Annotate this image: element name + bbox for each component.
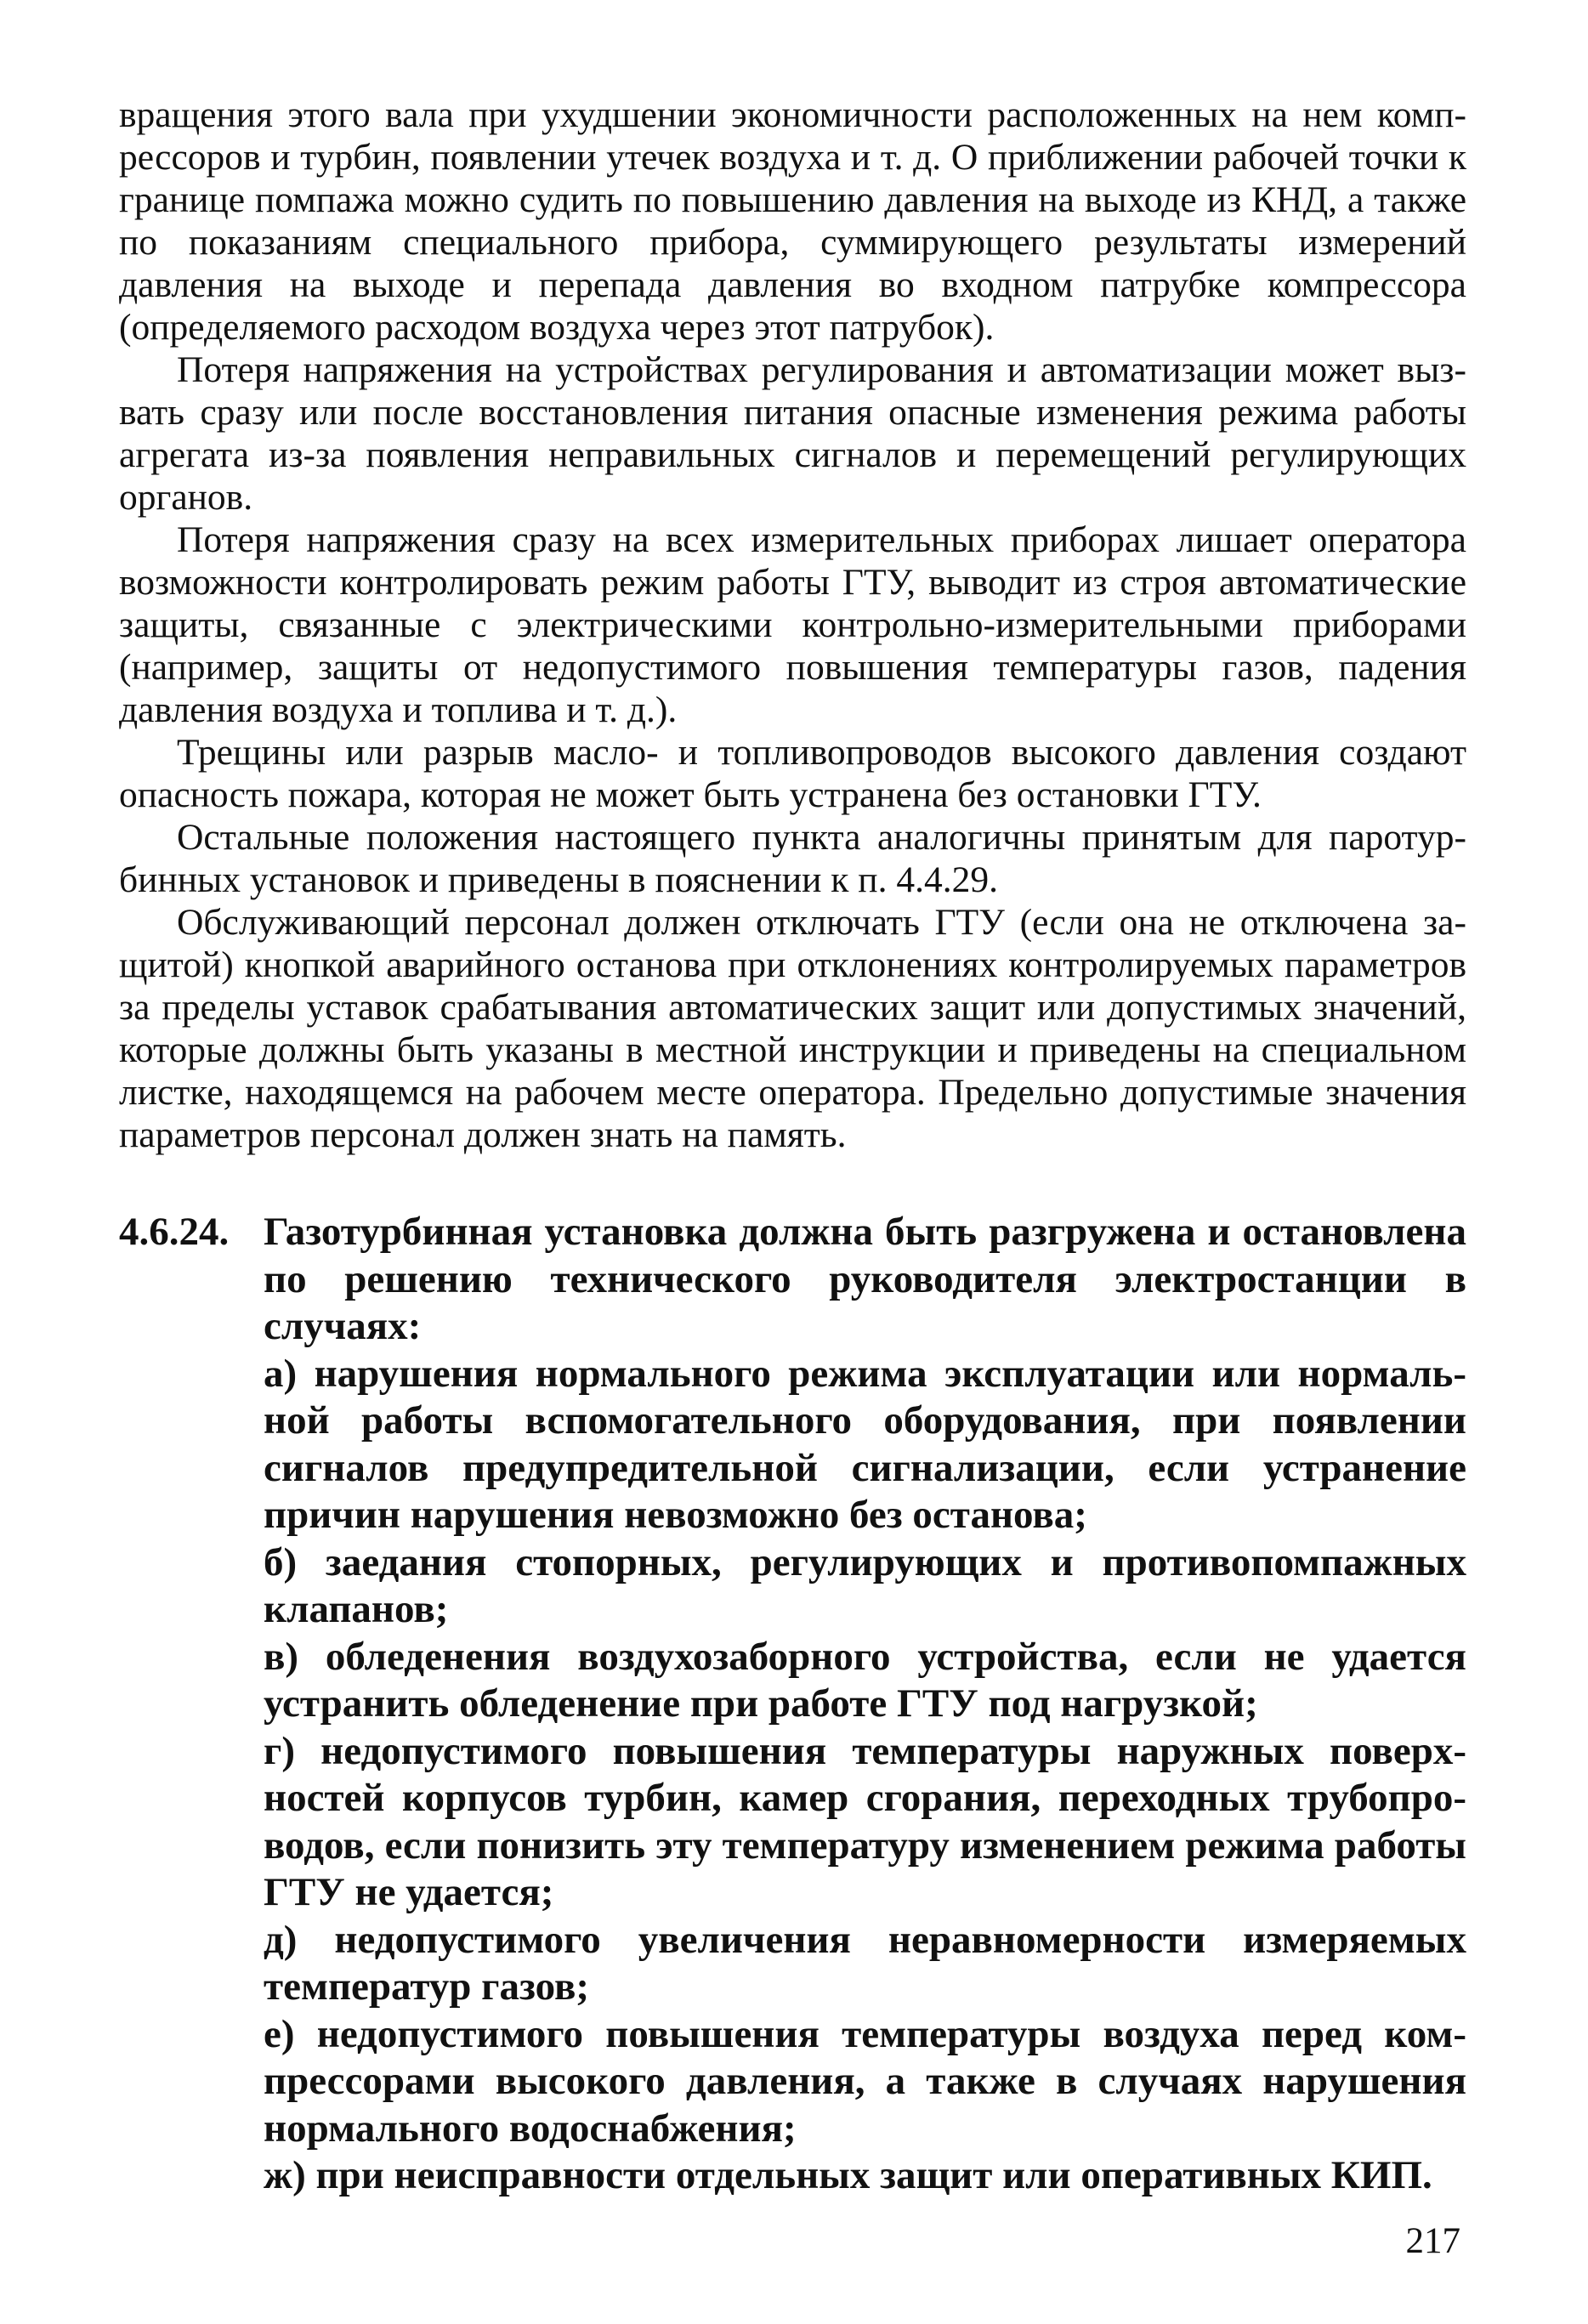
paragraph-voltage-loss-regulation: Потеря напряжения на устройствах регулирования и автоматизации может вызвать сразу или после восстановления питания опасные изменения режима работы агрегата из-за появления неправильных сигналов и перемещений регулирующих органов.: [119, 349, 1466, 518]
page-number: 217: [1405, 2221, 1460, 2261]
document-page: [119, 94, 1466, 2270]
paragraph-voltage-loss-instruments: Потеря напряжения сразу на всех измерительных приборах лишает оператора возможности контролировать режим работы ГТУ, выводит из строя автоматические защиты, связанные с электрическими контрольно-измерительными приборами (например, защиты от недопустимого повышения температуры газов, падения давления воздуха и топлива и т. д.).: [119, 519, 1466, 730]
section-item-d: д) недопустимого увеличения неравномерности измеряемых температур газов;: [264, 1917, 1466, 2009]
section-intro: Газотурбинная установка должна быть разгружена и остановлена по решению технического руководителя электростанции в случаях:: [264, 1210, 1466, 1348]
section-item-v: в) обледенения воздухозаборного устройства, если не удается устранить обледенение при работе ГТУ под нагрузкой;: [264, 1634, 1466, 1726]
section-item-g: г) недопустимого повышения температуры наружных поверхностей корпусов турбин, камер сгорания, переходных трубопроводов, если понизить эту температуру изменением режима работы ГТУ не удается;: [264, 1728, 1466, 1914]
section-item-b: б) заедания стопорных, регулирующих и противопомпажных клапанов;: [264, 1539, 1466, 1631]
paragraph-cracks-fire: Трещины или разрыв масло- и топливопроводов высокого давления создают опасность пожара, которая не может быть устранена без остановки ГТУ.: [119, 732, 1466, 815]
section-item-zh: ж) при неисправности отдельных защит или оперативных КИП.: [264, 2153, 1432, 2197]
paragraph-continuation: вращения этого вала при ухудшении экономичности расположенных на нем компрессоров и турбин, появлении утечек воздуха и т. д. О приближении рабочей точки к границе помпажа можно судить по повышению давления на выходе из КНД, а также по показаниям специального прибора, суммирующего результаты измерений давления на выходе и перепада давления во входном патрубке компрессора (определяемого расходом воздуха через этот патрубок).: [119, 94, 1466, 348]
paragraph-other-provisions: Остальные положения настоящего пункта аналогичны принятым для паротурбинных установок и приведены в пояснении к п. 4.4.29.: [119, 817, 1466, 900]
section-body: [264, 1209, 1466, 2200]
section-item-e: е) недопустимого повышения температуры воздуха перед компрессорами высокого давления, а также в случаях нарушения нормального водоснабжения;: [264, 2011, 1466, 2151]
paragraph-personnel-shutdown: Обслуживающий персонал должен отключать ГТУ (если она не отключена защитой) кнопкой аварийного останова при отклонениях контролируемых параметров за пределы уставок срабатывания автоматических защит или допустимых значений, которые должны быть указаны в местной инструкции и приведены на специальном листке, находящемся на рабочем месте оператора. Предельно допустимые значения параметров персонал должен знать на память.: [119, 902, 1466, 1155]
section-item-a: а) нарушения нормального режима эксплуатации или нормальной работы вспомогательного оборудования, при появлении сигналов предупредительной сигнализации, если устранение причин нарушения невозможно без останова;: [264, 1351, 1466, 1537]
section-number: 4.6.24.: [119, 1210, 230, 1254]
section-4-6-24: [119, 1209, 1466, 2200]
